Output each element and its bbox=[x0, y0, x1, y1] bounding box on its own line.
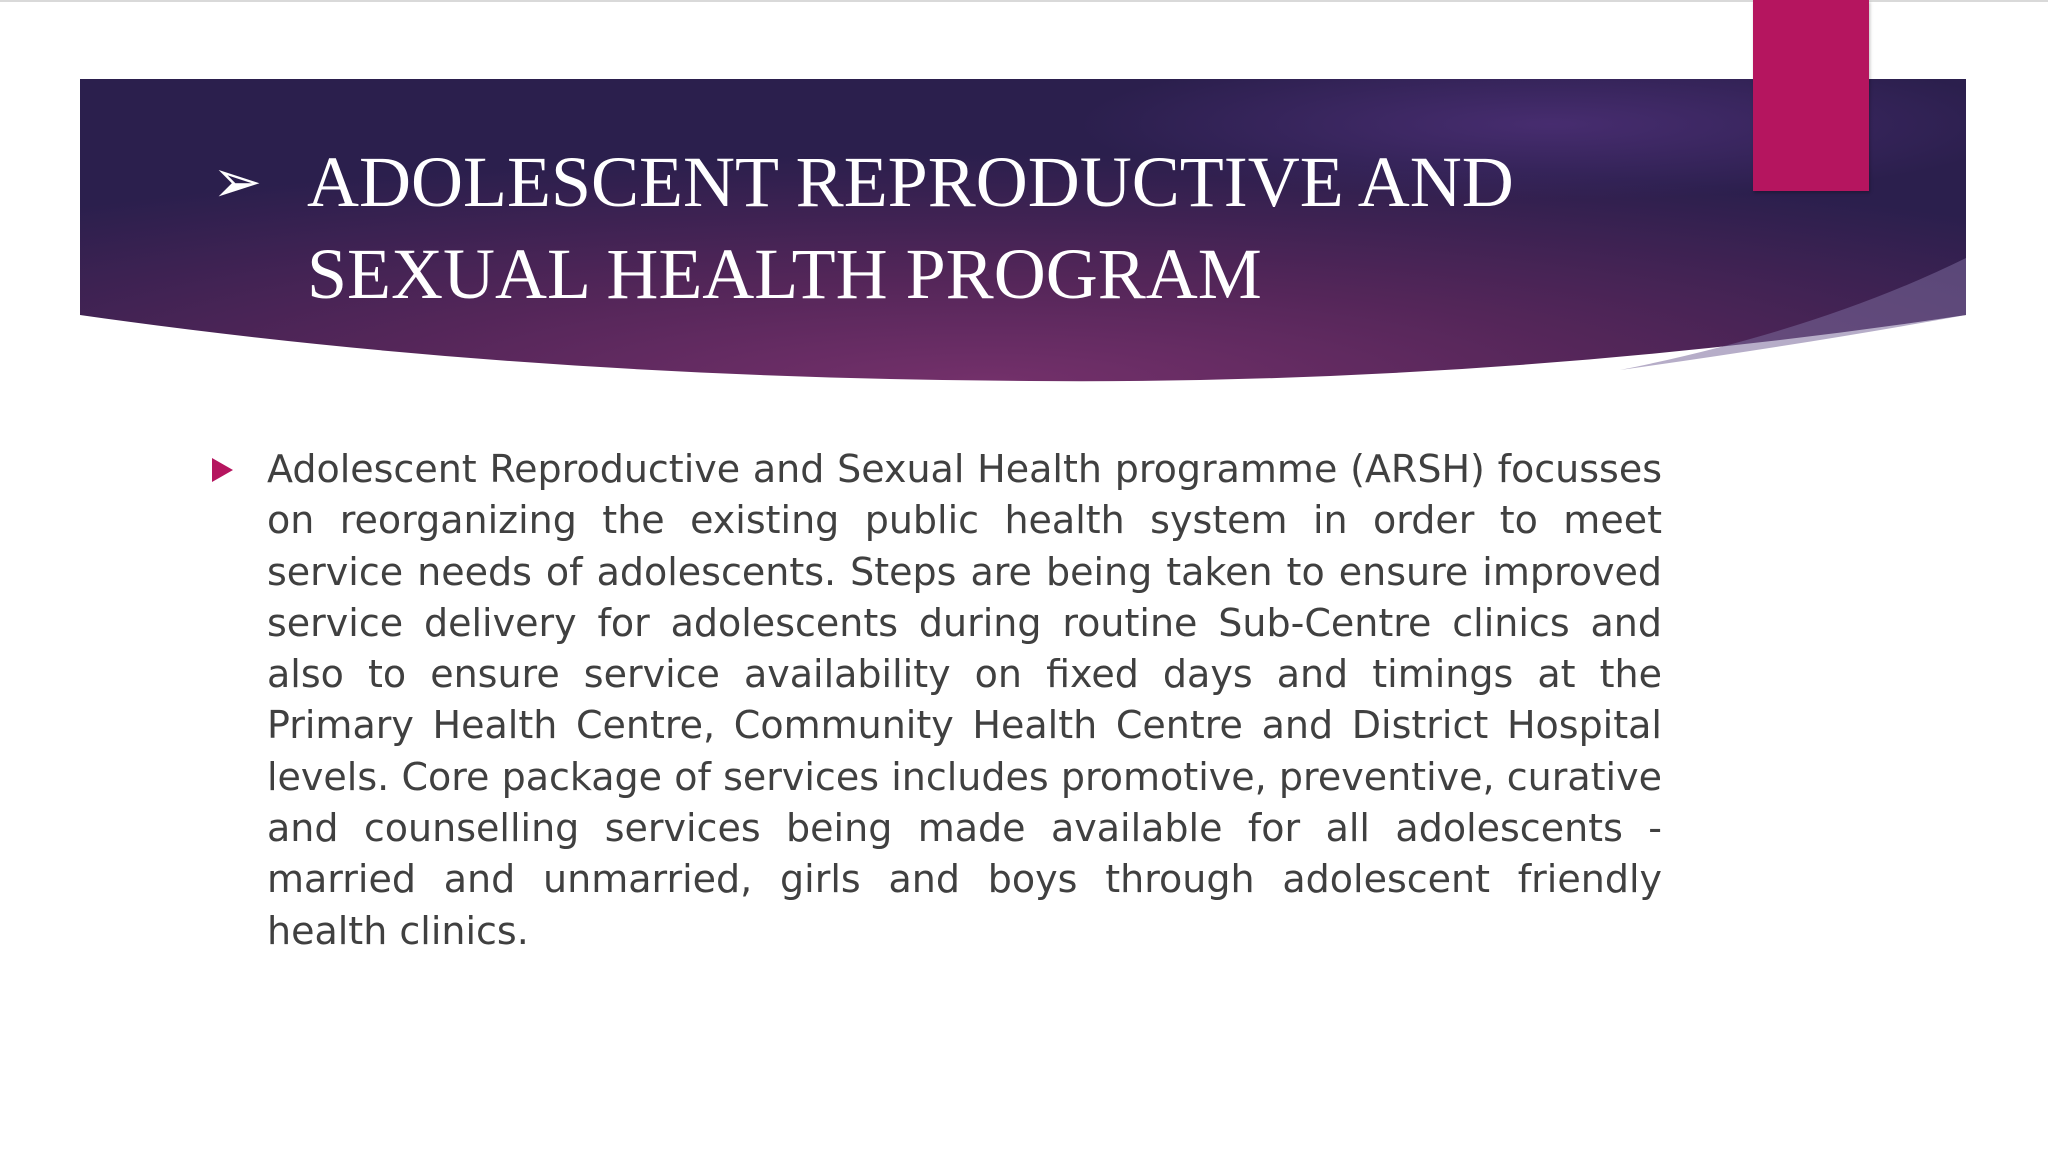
title-arrow-icon: ➢ bbox=[212, 147, 263, 217]
accent-tab bbox=[1753, 0, 1869, 191]
slide-title bbox=[212, 136, 1712, 320]
slide-title-text: ADOLESCENT REPRODUCTIVE AND SEXUAL HEALTH PROGRAM bbox=[307, 142, 1514, 314]
content-bullet-item bbox=[210, 444, 1662, 957]
triangle-bullet-icon bbox=[210, 444, 267, 496]
content-paragraph: Adolescent Reproductive and Sexual Health programme (ARSH) focusses on reorganizing the existing public health system in order to meet service needs of adolescents. Steps are being taken to ensure improved service delivery for adolescents during routine Sub-Centre clinics and also to ensure service availability on fixed days and timings at the Primary Health Centre, Community Health Centre and District Hospital levels. Core package of services includes promotive, preventive, curative and counselling services being made available for all adolescents - married and unmarried, girls and boys through adolescent friendly health clinics. bbox=[267, 447, 1662, 953]
